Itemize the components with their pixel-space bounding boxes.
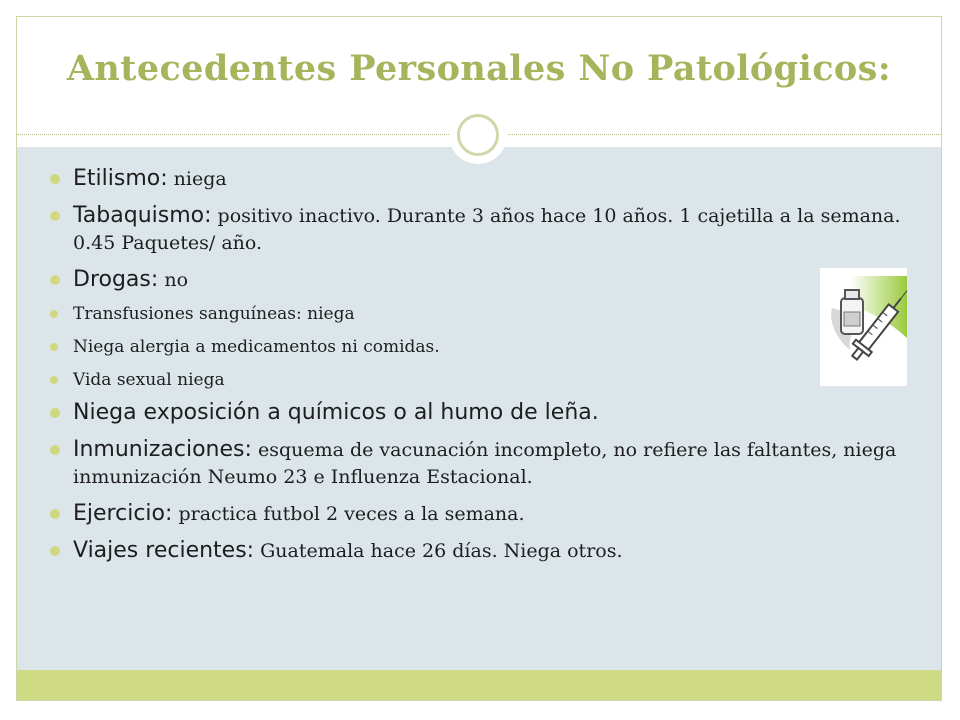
bullet-list bbox=[50, 165, 912, 574]
item-key: Drogas: bbox=[73, 267, 159, 292]
slide-title: Antecedentes Personales No Patológicos: bbox=[66, 48, 892, 89]
list-item-vida-sexual: Vida sexual niega bbox=[50, 369, 912, 391]
item-text: Niega exposición a químicos o al humo de leña. bbox=[73, 400, 599, 425]
item-value: esquema de vacunación incompleto, no refiere las faltantes, niega inmunización Neumo 23 e Influenza Estacional. bbox=[73, 439, 897, 488]
item-key: Ejercicio: bbox=[73, 501, 173, 526]
ornament-ring-icon bbox=[457, 114, 499, 156]
list-item-alergias: Niega alergia a medicamentos ni comidas. bbox=[50, 336, 912, 358]
item-key: Tabaquismo: bbox=[73, 203, 212, 228]
list-item-ejercicio bbox=[50, 500, 912, 527]
footer-bar bbox=[17, 670, 941, 700]
item-value: practica futbol 2 veces a la semana. bbox=[172, 503, 525, 525]
item-value: no bbox=[158, 269, 189, 291]
list-item-transfusiones: Transfusiones sanguíneas: niega bbox=[50, 303, 912, 325]
medicine-vial-syringe-icon bbox=[820, 268, 907, 386]
list-item-inmunizaciones bbox=[50, 436, 912, 490]
list-item-viajes bbox=[50, 537, 912, 564]
item-key: Viajes recientes: bbox=[73, 538, 255, 563]
list-item-etilismo bbox=[50, 165, 912, 192]
list-item-drogas bbox=[50, 266, 912, 293]
list-item-exposicion bbox=[50, 399, 912, 426]
list-item-tabaquismo bbox=[50, 202, 912, 256]
item-value: positivo inactivo. Durante 3 años hace 10 años. 1 cajetilla a la semana. 0.45 Paquetes/ año. bbox=[73, 205, 901, 254]
item-value: niega bbox=[167, 168, 227, 190]
item-key: Etilismo: bbox=[73, 166, 168, 191]
item-key: Inmunizaciones: bbox=[73, 437, 252, 462]
item-value: Guatemala hace 26 días. Niega otros. bbox=[254, 540, 623, 562]
